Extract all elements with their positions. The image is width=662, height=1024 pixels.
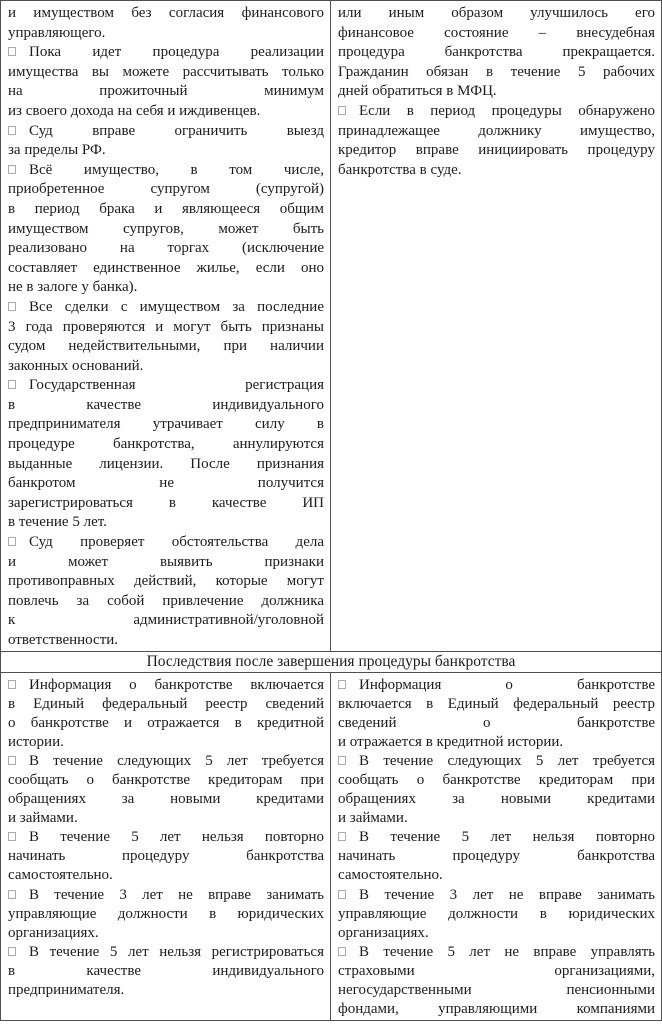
text-line: Информация о банкротстве <box>338 676 655 695</box>
text-line: к административной/уголовной <box>8 612 324 629</box>
text-line: имущества вы можете рассчитывать только <box>8 63 324 80</box>
text-line: сообщать о банкротстве кредиторам при <box>338 772 655 789</box>
text-line: на прожиточный минимум <box>8 83 324 100</box>
text-line: В течение 3 лет не вправе занимать <box>338 886 655 905</box>
text-line: повлечь за собой привлечение должника <box>8 592 324 609</box>
text-line: в качестве индивидуального <box>8 396 324 413</box>
text-line: В течение следующих 5 лет требуется <box>8 752 324 771</box>
text-line: самостоятельно. <box>338 867 443 884</box>
section-header-row: Последствия после завершения процедуры банкротства <box>1 651 661 673</box>
table-row-after-procedure <box>1 673 661 1020</box>
text-line: управляющие должности в юридических <box>338 905 655 922</box>
cell-row1-right <box>331 1 661 651</box>
text-line: финансовое состояние – внесудебная <box>338 24 655 41</box>
text-line: включается в Единый федеральный реестр <box>338 696 655 713</box>
cell-row2-right <box>331 673 661 1020</box>
text-line: истории. <box>8 734 64 751</box>
checkbox-bullet-icon <box>8 302 16 311</box>
text-line: и займами. <box>8 810 78 827</box>
checkbox-bullet-icon <box>338 890 346 899</box>
text-line: не в залоге у банка). <box>8 279 138 296</box>
text-line: составляет единственное жилье, если оно <box>8 259 324 276</box>
text-line: о банкротстве и отражается в кредитной <box>8 715 324 732</box>
table-row-during-procedure <box>1 1 661 651</box>
text-line: банкротства в суде. <box>338 161 462 178</box>
text-line: реализовано на торгах (исключение <box>8 240 324 257</box>
checkbox-bullet-icon <box>8 832 16 841</box>
text-line: управляющего. <box>8 24 106 41</box>
text-line: судом недействительными, при наличии <box>8 338 324 355</box>
text-line: банкротом не получится <box>8 475 324 492</box>
text-line: фондами, управляющими компаниями <box>338 1000 655 1017</box>
checkbox-bullet-icon <box>8 756 16 765</box>
text-line: В течение следующих 5 лет требуется <box>338 752 655 771</box>
text-line: страховыми организациями, <box>338 962 655 979</box>
text-line: В течение 5 лет не вправе управлять <box>338 943 655 962</box>
text-line: предпринимателя. <box>8 981 125 998</box>
text-line: в период брака и являющееся общим <box>8 200 324 217</box>
checkbox-bullet-icon <box>8 47 16 56</box>
text-line: обращениях за новыми кредитами <box>338 791 655 808</box>
text-line: законных оснований. <box>8 357 144 374</box>
cell-row2-left <box>1 673 331 1020</box>
text-line: Суд проверяет обстоятельства дела <box>8 533 324 553</box>
checkbox-bullet-icon <box>338 106 346 115</box>
text-line: В течение 5 лет нельзя повторно <box>338 828 655 847</box>
checkbox-bullet-icon <box>8 947 16 956</box>
text-line: из своего дохода на себя и иждивенцев. <box>8 102 261 119</box>
text-line: предпринимателя утрачивает силу в <box>8 416 324 433</box>
text-line: процедура банкротства прекращается. <box>338 44 655 61</box>
text-line: или иным образом улучшилось его <box>338 5 655 21</box>
checkbox-bullet-icon <box>338 680 346 689</box>
text-line: приобретенное супругом (супругой) <box>8 181 324 198</box>
text-line: принадлежащее должнику имущество, <box>338 122 655 139</box>
text-line: имуществом супругов, может быть <box>8 220 324 237</box>
text-line: зарегистрироваться в качестве ИП <box>8 494 324 511</box>
text-line: Информация о банкротстве включается <box>8 676 324 695</box>
checkbox-bullet-icon <box>338 832 346 841</box>
text-line: начинать процедуру банкротства <box>338 848 655 865</box>
text-line: и имуществом без согласия финансового <box>8 5 324 21</box>
checkbox-bullet-icon <box>8 537 16 546</box>
checkbox-bullet-icon <box>8 165 16 174</box>
text-line: дней обратиться в МФЦ. <box>338 83 497 100</box>
text-line: и может выявить признаки <box>8 553 324 570</box>
text-line: сообщать о банкротстве кредиторам при <box>8 772 324 789</box>
checkbox-bullet-icon <box>338 756 346 765</box>
text-line: Суд вправе ограничить выезд <box>8 122 324 142</box>
text-line: ответственности. <box>8 632 119 648</box>
text-line: Пока идет процедура реализации <box>8 43 324 63</box>
text-line: сведений о банкротстве <box>338 715 655 732</box>
text-line: процедуре банкротства, аннулируются <box>8 436 324 453</box>
text-line: выданные лицензии. После признания <box>8 455 324 472</box>
text-line: противоправных действий, которые могут <box>8 573 324 590</box>
text-line: и займами. <box>338 810 408 827</box>
text-line: В течение 5 лет нельзя повторно <box>8 828 324 847</box>
text-line: Всё имущество, в том числе, <box>8 161 324 181</box>
text-line: обращениях за новыми кредитами <box>8 791 324 808</box>
text-line: начинать процедуру банкротства <box>8 848 324 865</box>
text-line: организациях. <box>8 924 99 941</box>
checkbox-bullet-icon <box>8 126 16 135</box>
checkbox-bullet-icon <box>8 680 16 689</box>
checkbox-bullet-icon <box>8 890 16 899</box>
text-line: Государственная регистрация <box>8 376 324 396</box>
text-line: В течение 3 лет не вправе занимать <box>8 886 324 905</box>
cell-row1-left <box>1 1 331 651</box>
checkbox-bullet-icon <box>8 380 16 389</box>
text-line: в течение 5 лет. <box>8 514 107 531</box>
text-line: В течение 5 лет нельзя регистрироваться <box>8 943 324 962</box>
text-line: 3 года проверяются и могут быть признаны <box>8 318 324 335</box>
text-line: самостоятельно. <box>8 867 113 884</box>
checkbox-bullet-icon <box>338 947 346 956</box>
text-line: управляющие должности в юридических <box>8 905 324 922</box>
text-line: кредитор вправе инициировать процедуру <box>338 142 655 159</box>
text-line: организациях. <box>338 924 429 941</box>
text-line: в Единый федеральный реестр сведений <box>8 696 324 713</box>
text-line: и отражается в кредитной истории. <box>338 734 564 751</box>
text-line: негосударственными пенсионными <box>338 981 655 998</box>
text-line: за пределы РФ. <box>8 142 106 159</box>
text-line: Если в период процедуры обнаружено <box>338 102 655 122</box>
text-line: Гражданин обязан в течение 5 рабочих <box>338 63 655 80</box>
text-line: Все сделки с имуществом за последние <box>8 298 324 318</box>
text-line: в качестве индивидуального <box>8 962 324 979</box>
